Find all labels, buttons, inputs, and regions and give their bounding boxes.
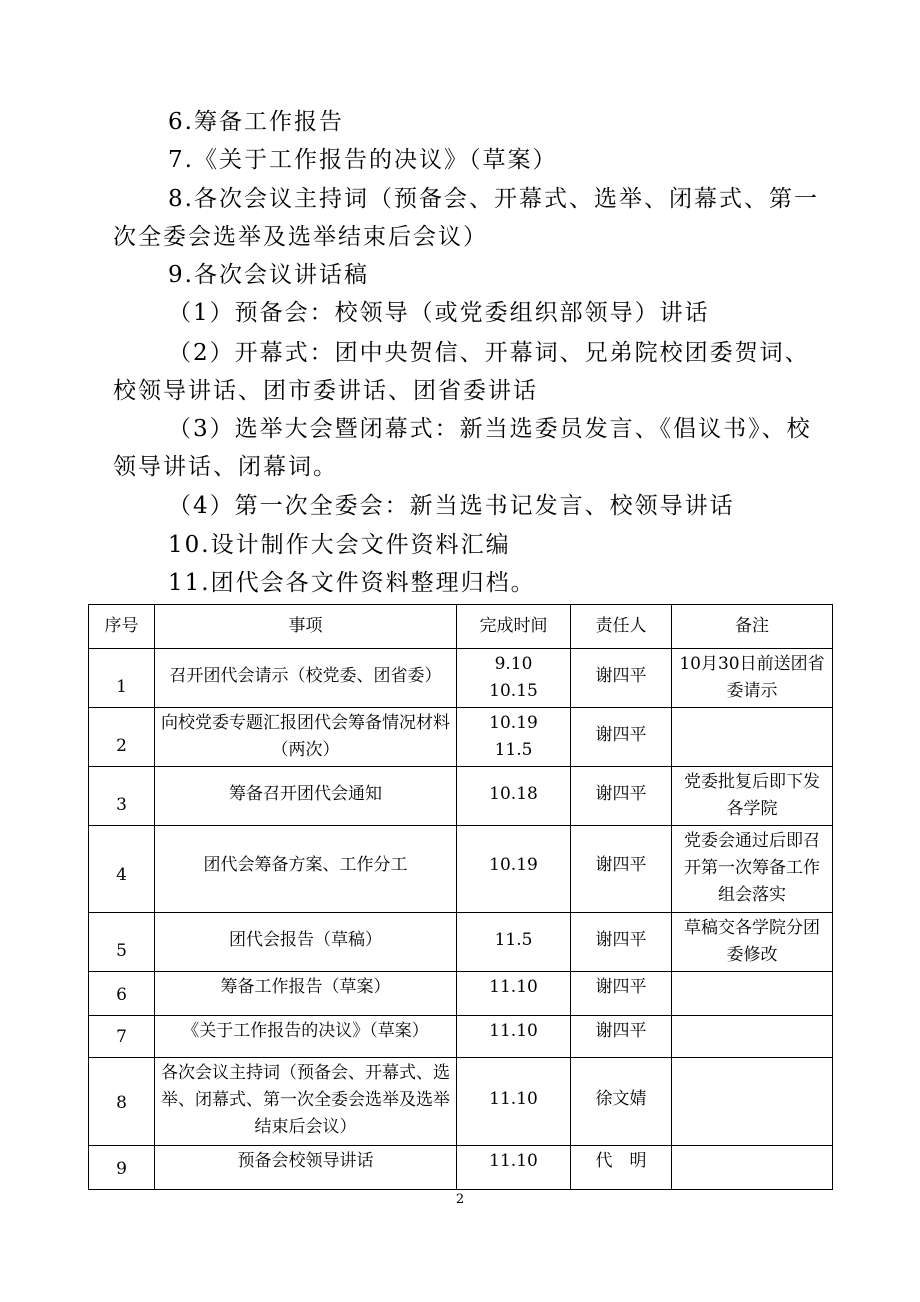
cell-note: 10月30日前送团省委请示 <box>672 649 833 708</box>
body-line-5: 9.各次会议讲话稿 <box>168 262 369 288</box>
cell-note: 草稿交各学院分团委修改 <box>672 913 833 972</box>
table-row <box>89 767 833 826</box>
cell-time: 11.10 <box>457 1058 571 1146</box>
header-item: 事项 <box>155 605 457 649</box>
body-line-4: 次全委会选举及选举结束后会议） <box>113 224 488 250</box>
cell-note <box>672 972 833 1016</box>
cell-no: 8 <box>89 1058 155 1146</box>
table-row <box>89 1146 833 1190</box>
cell-no: 3 <box>89 767 155 826</box>
cell-time: 11.10 <box>457 1016 571 1058</box>
cell-item: 召开团代会请示（校党委、团省委） <box>155 649 457 708</box>
cell-person: 谢四平 <box>571 649 672 708</box>
header-no: 序号 <box>89 605 155 649</box>
body-line-6: （1）预备会：校领导（或党委组织部领导）讲话 <box>168 300 710 326</box>
body-line-10: 领导讲话、闭幕词。 <box>113 454 338 480</box>
cell-no: 4 <box>89 826 155 913</box>
table-row <box>89 1016 833 1058</box>
table-row <box>89 1058 833 1146</box>
cell-time: 11.10 <box>457 1146 571 1190</box>
cell-note: 党委会通过后即召开第一次筹备工作组会落实 <box>672 826 833 913</box>
cell-no: 6 <box>89 972 155 1016</box>
cell-person: 谢四平 <box>571 708 672 767</box>
cell-no: 1 <box>89 649 155 708</box>
cell-item: 筹备工作报告（草案） <box>155 972 457 1016</box>
table-row <box>89 826 833 913</box>
cell-item: 团代会报告（草稿） <box>155 913 457 972</box>
table-row <box>89 708 833 767</box>
cell-no: 9 <box>89 1146 155 1190</box>
cell-person: 谢四平 <box>571 767 672 826</box>
cell-item: 各次会议主持词（预备会、开幕式、选举、闭幕式、第一次全委会选举及选举结束后会议） <box>155 1058 457 1146</box>
cell-time: 9.10 10.15 <box>457 649 571 708</box>
cell-item: 团代会筹备方案、工作分工 <box>155 826 457 913</box>
cell-no: 5 <box>89 913 155 972</box>
page-number: 2 <box>455 1192 465 1207</box>
cell-item: 《关于工作报告的决议》（草案） <box>155 1016 457 1058</box>
table-header-row <box>89 605 833 649</box>
header-note: 备注 <box>672 605 833 649</box>
body-line-12: 10.设计制作大会文件资料汇编 <box>168 532 511 558</box>
cell-person: 代 明 <box>571 1146 672 1190</box>
body-line-13: 11.团代会各文件资料整理归档。 <box>168 570 536 596</box>
cell-note <box>672 1146 833 1190</box>
cell-person: 谢四平 <box>571 826 672 913</box>
cell-person: 谢四平 <box>571 1016 672 1058</box>
body-line-7: （2）开幕式：团中央贺信、开幕词、兄弟院校团委贺词、 <box>168 340 810 366</box>
cell-item: 预备会校领导讲话 <box>155 1146 457 1190</box>
cell-note <box>672 1058 833 1146</box>
cell-time: 11.5 <box>457 913 571 972</box>
cell-note: 党委批复后即下发各学院 <box>672 767 833 826</box>
cell-time: 10.18 <box>457 767 571 826</box>
table-row <box>89 913 833 972</box>
cell-person: 谢四平 <box>571 972 672 1016</box>
header-time: 完成时间 <box>457 605 571 649</box>
cell-no: 7 <box>89 1016 155 1058</box>
cell-person: 徐文婧 <box>571 1058 672 1146</box>
cell-note <box>672 1016 833 1058</box>
cell-item: 筹备召开团代会通知 <box>155 767 457 826</box>
cell-person: 谢四平 <box>571 913 672 972</box>
body-line-9: （3）选举大会暨闭幕式：新当选委员发言、《倡议书》、校 <box>168 416 812 442</box>
body-line-2: 7.《关于工作报告的决议》（草案） <box>168 147 558 173</box>
body-line-1: 6.筹备工作报告 <box>168 109 344 135</box>
cell-time: 11.10 <box>457 972 571 1016</box>
body-line-11: （4）第一次全委会：新当选书记发言、校领导讲话 <box>168 493 735 519</box>
cell-no: 2 <box>89 708 155 767</box>
table-row <box>89 972 833 1016</box>
cell-item: 向校党委专题汇报团代会筹备情况材料（两次） <box>155 708 457 767</box>
cell-time: 10.19 11.5 <box>457 708 571 767</box>
body-line-8: 校领导讲话、团市委讲话、团省委讲话 <box>113 378 538 404</box>
cell-note <box>672 708 833 767</box>
table-row <box>89 649 833 708</box>
task-table <box>88 604 833 1190</box>
cell-time: 10.19 <box>457 826 571 913</box>
header-person: 责任人 <box>571 605 672 649</box>
body-line-3: 8.各次会议主持词（预备会、开幕式、选举、闭幕式、第一 <box>168 186 819 212</box>
